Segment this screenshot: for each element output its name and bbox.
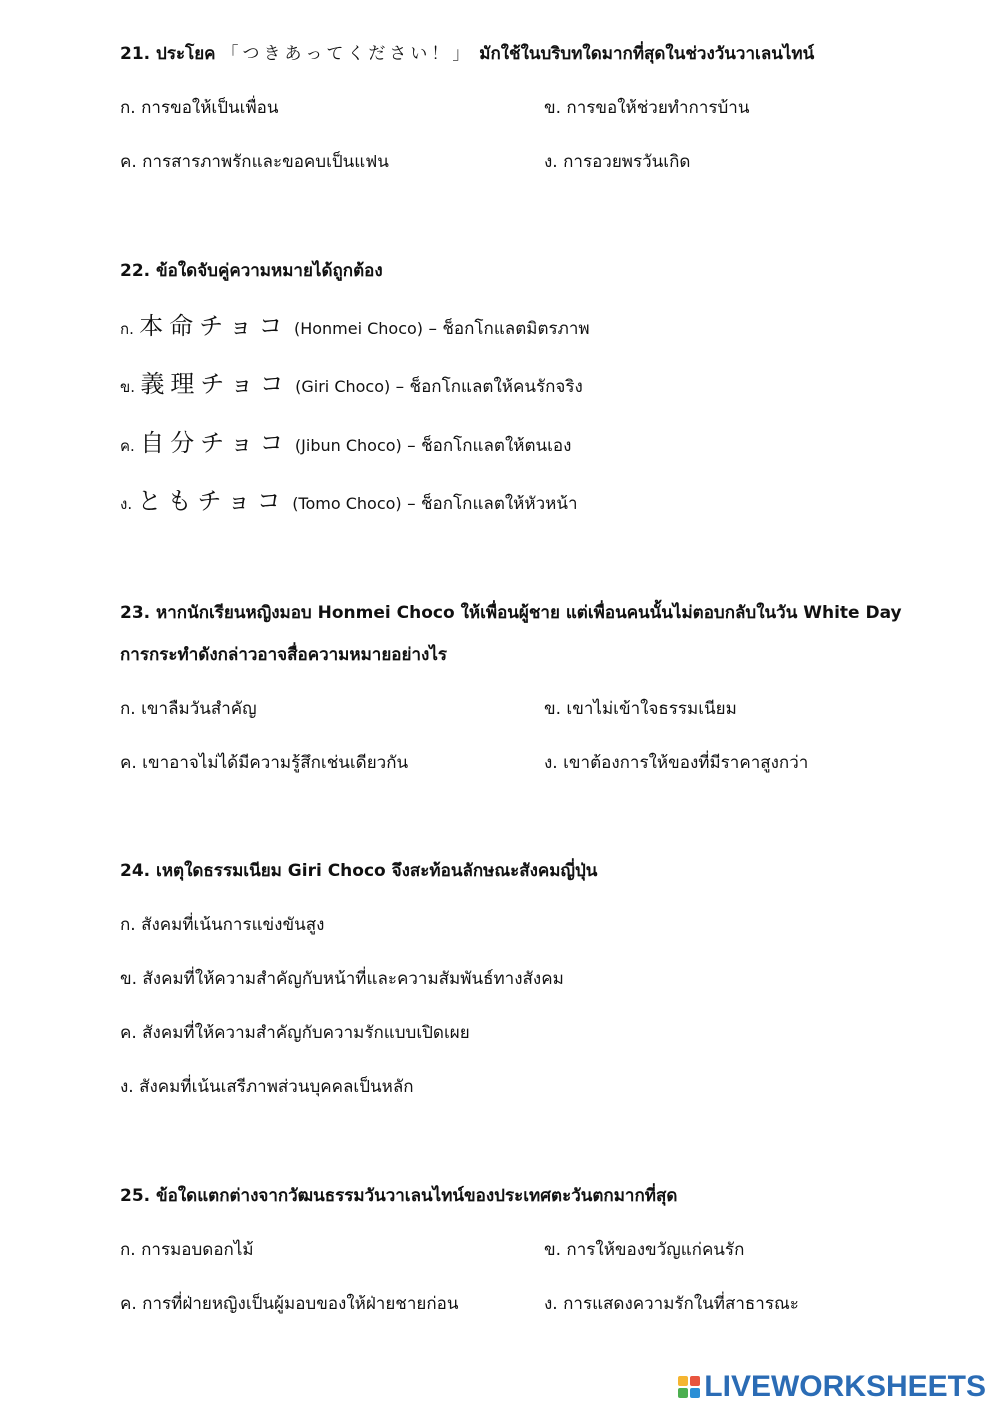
q21-title-suffix: มักใช้ในบริบทใดมากที่สุดในช่วงวันวาเลนไทน์ [479,44,815,64]
q25-option-a[interactable]: ก. การมอบดอกไม้ [120,1240,254,1260]
q23-option-d[interactable]: ง. เขาต้องการให้ของที่มีราคาสูงกว่า [544,753,809,773]
logo-square-3 [678,1388,688,1398]
logo-text: LIVEWORKSHEETS [704,1370,986,1403]
q25-option-d[interactable]: ง. การแสดงความรักในที่สาธารณะ [544,1294,799,1314]
q21-option-d[interactable]: ง. การอวยพรวันเกิด [544,152,691,172]
q21-title-japanese: 「つきあってください！」 [221,44,474,64]
q22-d-japanese: ともチョコ [137,487,287,515]
q22-a-japanese: 本命チョコ [139,312,289,340]
q22-c-prefix: ค. [120,437,135,455]
question-21-title [120,42,814,66]
q22-option-c[interactable] [120,431,571,458]
q25-option-b[interactable]: ข. การให้ของขวัญแก่คนรัก [544,1240,745,1260]
q22-b-romaji: (Giri Choco) [295,377,391,396]
q22-b-japanese: 義理チョコ [140,370,290,398]
question-24-title: 24. เหตุใดธรรมเนียม Giri Choco จึงสะท้อนลักษณะสังคมญี่ปุ่น [120,861,598,881]
question-25-title: 25. ข้อใดแตกต่างจากวัฒนธรรมวันวาเลนไทน์ของประเทศตะวันตกมากที่สุด [120,1186,678,1206]
logo-square-2 [690,1376,700,1386]
q21-option-a[interactable]: ก. การขอให้เป็นเพื่อน [120,98,279,118]
q23-option-b[interactable]: ข. เขาไม่เข้าใจธรรมเนียม [544,699,737,719]
q22-d-romaji: (Tomo Choco) [292,494,402,513]
q25-option-c[interactable]: ค. การที่ฝ่ายหญิงเป็นผู้มอบของให้ฝ่ายชายก่อน [120,1294,459,1314]
q22-c-meaning: – ช็อกโกแลตให้ตนเอง [407,436,572,456]
q21-option-b[interactable]: ข. การขอให้ช่วยทำการบ้าน [544,98,750,118]
logo-square-4 [690,1388,700,1398]
question-22-title: 22. ข้อใดจับคู่ความหมายได้ถูกต้อง [120,261,383,281]
q24-option-c[interactable]: ค. สังคมที่ให้ความสำคัญกับความรักแบบเปิดเผย [120,1023,470,1043]
q22-a-romaji: (Honmei Choco) [293,319,424,338]
q22-b-meaning: – ช็อกโกแลตให้คนรักจริง [395,377,583,397]
logo-square-1 [678,1376,688,1386]
q23-option-c[interactable]: ค. เขาอาจไม่ได้มีความรู้สึกเช่นเดียวกัน [120,753,409,773]
q24-option-d[interactable]: ง. สังคมที่เน้นเสรีภาพส่วนบุคคลเป็นหลัก [120,1077,414,1097]
q22-option-a[interactable] [120,314,590,341]
q23-option-a[interactable]: ก. เขาลืมวันสำคัญ [120,699,257,719]
liveworksheets-logo[interactable] [678,1370,986,1404]
logo-mark-icon [678,1376,700,1398]
q22-d-meaning: – ช็อกโกแลตให้หัวหน้า [407,494,578,514]
q21-title-prefix: 21. ประโยค [120,44,216,64]
q21-option-c[interactable]: ค. การสารภาพรักและขอคบเป็นแฟน [120,152,389,172]
q24-option-a[interactable]: ก. สังคมที่เน้นการแข่งขันสูง [120,915,325,935]
q22-c-romaji: (Jibun Choco) [294,436,402,455]
q22-option-b[interactable] [120,372,583,399]
q22-a-prefix: ก. [120,320,134,338]
q22-a-meaning: – ช็อกโกแลตมิตรภาพ [428,319,590,339]
q22-d-prefix: ง. [120,495,133,513]
q22-c-japanese: 自分チョコ [140,429,290,457]
question-23-title: 23. หากนักเรียนหญิงมอบ Honmei Choco ให้เพื่อนผู้ชาย แต่เพื่อนคนนั้นไม่ตอบกลับในวัน White Day การกระทำดังกล่าวอาจสื่อความหมายอย่างไร [120,603,902,665]
q22-option-d[interactable] [120,489,578,516]
q22-b-prefix: ข. [120,378,136,396]
q24-option-b[interactable]: ข. สังคมที่ให้ความสำคัญกับหน้าที่และความสัมพันธ์ทางสังคม [120,969,564,989]
